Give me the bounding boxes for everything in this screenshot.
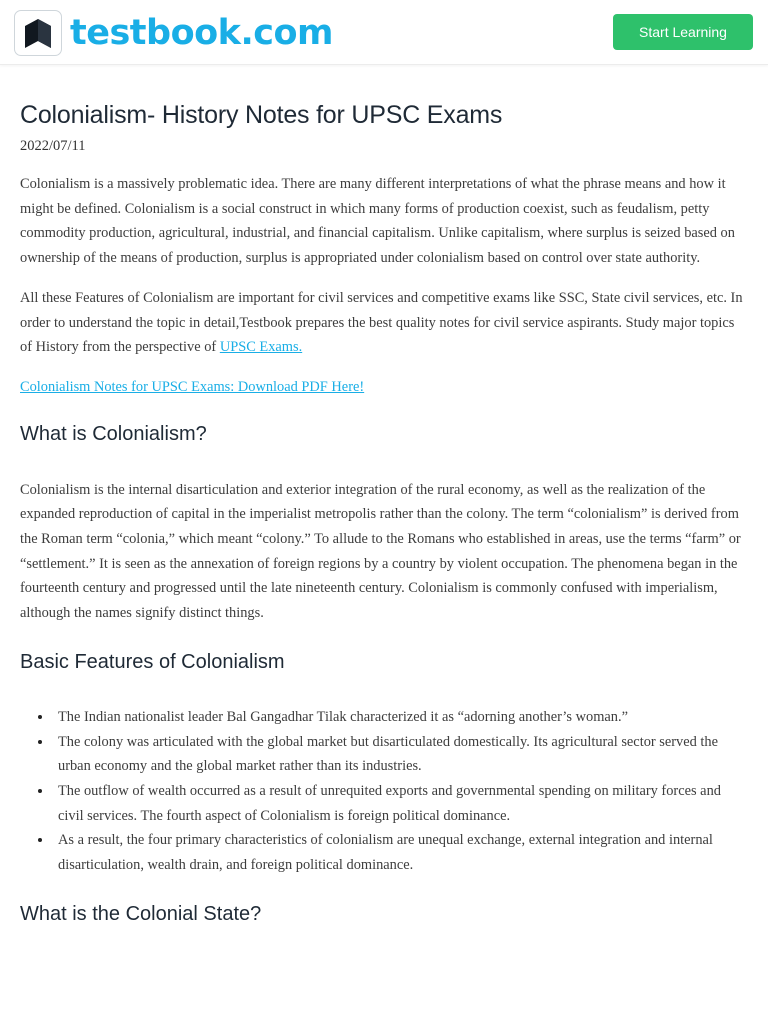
list-item: The colony was articulated with the global market but disarticulated domestically. Its agricultural sector served the urban economy and the global market rather than its industries. [20,730,748,779]
heading-what-is-colonialism: What is Colonialism? [20,422,207,445]
publish-date: 2022/07/11 [20,138,86,154]
site-header [0,0,768,65]
what-is-colonialism-paragraph: Colonialism is the internal disarticulation and exterior integration of the rural economy, as well as the realization of the expanded reproduction of capital in the imperialist metropolis rather than the colony. The term “colonialism” is derived from the Roman term “colonia,” which meant “colony.” To allude to the Romans who established in areas, use the terms “farm” or “settlement.” It is seen as the annexation of foreign regions by a country by violent occupation. The phenomena began in the fourteenth century and progressed until the late nineteenth century. Colonialism is commonly confused with imperialism, although the names signify distinct things. [20,481,741,622]
intro-paragraph-2-text: All these Features of Colonialism are important for civil services and competitive exams like SSC, State civil services, etc. In order to understand the topic in detail,Testbook prepares the best quality notes for civil service aspirants. Study major topics of History from the perspective of [20,289,743,356]
article [20,96,748,929]
list-item: As a result, the four primary characteristics of colonialism are unequal exchange, external integration and internal disarticulation, wealth drain, and foreign political dominance. [20,828,748,877]
intro-paragraph-2 [20,286,748,360]
upsc-exams-link[interactable]: UPSC Exams. [219,339,303,356]
page-title: Colonialism- History Notes for UPSC Exams [20,101,503,129]
heading-colonial-state: What is the Colonial State? [20,902,262,925]
features-list [20,705,748,878]
testbook-logo-icon [14,10,62,56]
logo-text: testbook.com [70,13,334,53]
bullet-icon [38,838,42,842]
download-paragraph [20,375,748,400]
bullet-icon [38,715,42,719]
download-pdf-link[interactable]: Colonialism Notes for UPSC Exams: Download PDF Here! [20,378,365,395]
bullet-icon [38,789,42,793]
list-item: The Indian nationalist leader Bal Gangadhar Tilak characterized it as “adorning another’s woman.” [20,705,748,730]
start-learning-button[interactable]: Start Learning [613,14,753,50]
logo-link[interactable] [14,10,333,56]
intro-paragraph-1: Colonialism is a massively problematic idea. There are many different interpretations of what the phrase means and how it might be defined. Colonialism is a social construct in which many forms of production coexist, such as feudalism, petty commodity production, agricultural, industrial, and financial capitalism. Unlike capitalism, where surplus is seized based on ownership of the means of production, surplus is appropriated under colonialism based on control over state authority. [20,176,735,267]
bullet-icon [38,740,42,744]
heading-basic-features: Basic Features of Colonialism [20,650,285,673]
list-item: The outflow of wealth occurred as a result of unrequited exports and governmental spending on military forces and civil services. The fourth aspect of Colonialism is foreign political dominance. [20,779,748,828]
